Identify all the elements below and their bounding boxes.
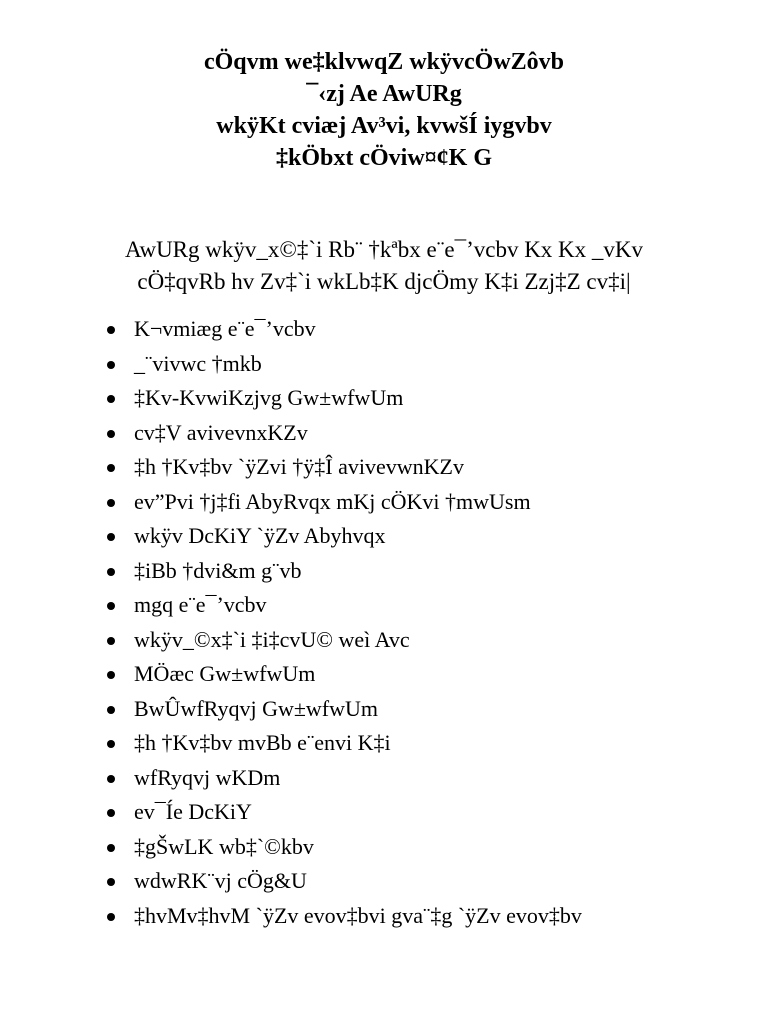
bullet-icon: [107, 464, 115, 472]
bullet-icon: [107, 913, 115, 921]
list-item: [110, 864, 750, 899]
list-item-text: wkÿv_©x‡`i ‡i‡cvU© weì Avc: [134, 626, 410, 652]
title-line-2: ¯‹zj Ae AwURg: [306, 81, 462, 107]
list-item: [110, 726, 750, 761]
bullet-icon: [107, 361, 115, 369]
bullet-icon: [107, 809, 115, 817]
list-item: [110, 485, 750, 520]
list-item: [110, 692, 750, 727]
list-item-text: wdwRK¨vj cÖg&U: [134, 868, 307, 893]
list-item-text: ‡h †Kv‡bv `ÿZvi †ÿ‡Î avivevwnKZv: [134, 454, 464, 479]
list-item: [110, 312, 750, 347]
title-line-3: wkÿKt cviæj Av³vi, kvwšÍ iygvbv: [216, 113, 552, 139]
list-item-text: K¬vmiæg e¨e¯’vcbv: [134, 316, 316, 341]
bullet-icon: [107, 775, 115, 783]
list-item: [110, 554, 750, 589]
bullet-icon: [107, 395, 115, 403]
list-item-text: wkÿv DcKiY `ÿZv Abyhvqx: [134, 523, 386, 548]
list-item: [110, 347, 750, 382]
list-item-text: wfRyqvj wKDm: [134, 764, 281, 790]
intro-line-1: AwURg wkÿv_x©‡`i Rb¨ †kªbx e¨e¯’vcbv Kx Kx _vKv: [124, 237, 644, 262]
bullet-icon: [107, 533, 115, 541]
list-item: [110, 519, 750, 554]
list-item-text: ev”Pvi †j‡fi AbyRvqx mKj cÖKvi †mwUsm: [134, 488, 531, 514]
bullet-icon: [107, 326, 115, 334]
list-item: [110, 830, 750, 865]
bullet-icon: [107, 878, 115, 886]
bullet-icon: [107, 740, 115, 748]
bullet-icon: [107, 844, 115, 852]
document-title: [0, 46, 768, 174]
list-item: [110, 899, 750, 934]
list-item: [110, 450, 750, 485]
list-item: [110, 416, 750, 451]
list-item: [110, 657, 750, 692]
list-item-text: MÖæc Gw±wfwUm: [134, 661, 316, 686]
list-item-text: ‡iBb †dvi&m g¨vb: [134, 557, 302, 583]
list-item-text: ‡Kv-KvwiKzjvg Gw±wfwUm: [134, 385, 404, 410]
bullet-icon: [107, 602, 115, 610]
bullet-icon: [107, 499, 115, 507]
bullet-icon: [107, 430, 115, 438]
bullet-icon: [107, 671, 115, 679]
list-item: [110, 588, 750, 623]
list-item-text: cv‡V avivevnxKZv: [134, 419, 308, 445]
bullet-icon: [107, 706, 115, 714]
intro-paragraph: [40, 234, 728, 298]
list-item: [110, 761, 750, 796]
list-item: [110, 795, 750, 830]
list-item: [110, 623, 750, 658]
list-item-text: _¨vivwc †mkb: [134, 350, 262, 376]
bullet-list: [110, 312, 750, 933]
list-item-text: ev¯Íe DcKiY: [134, 799, 252, 824]
list-item: [110, 381, 750, 416]
list-item-text: ‡h †Kv‡bv mvBb e¨envi K‡i: [134, 730, 391, 755]
list-item-text: BwÛwfRyqvj Gw±wfwUm: [134, 695, 379, 721]
title-line-1: cÖqvm we‡klvwqZ wkÿvcÖwZôvb: [203, 49, 565, 75]
bullet-icon: [107, 568, 115, 576]
intro-line-2: cÖ‡qvRb hv Zv‡`i wkLb‡K djcÖmy K‡i Zzj‡Z cv‡i|: [137, 269, 631, 294]
list-item-text: ‡hvMv‡hvM `ÿZv evov‡bvi gva¨‡g `ÿZv evov‡bv: [134, 902, 582, 928]
bullet-icon: [107, 637, 115, 645]
list-item-text: mgq e¨e¯’vcbv: [134, 592, 267, 617]
title-line-4: ‡kÖbxt cÖviw¤¢K G: [275, 145, 492, 171]
list-item-text: ‡gŠwLK wb‡`©kbv: [134, 833, 314, 859]
